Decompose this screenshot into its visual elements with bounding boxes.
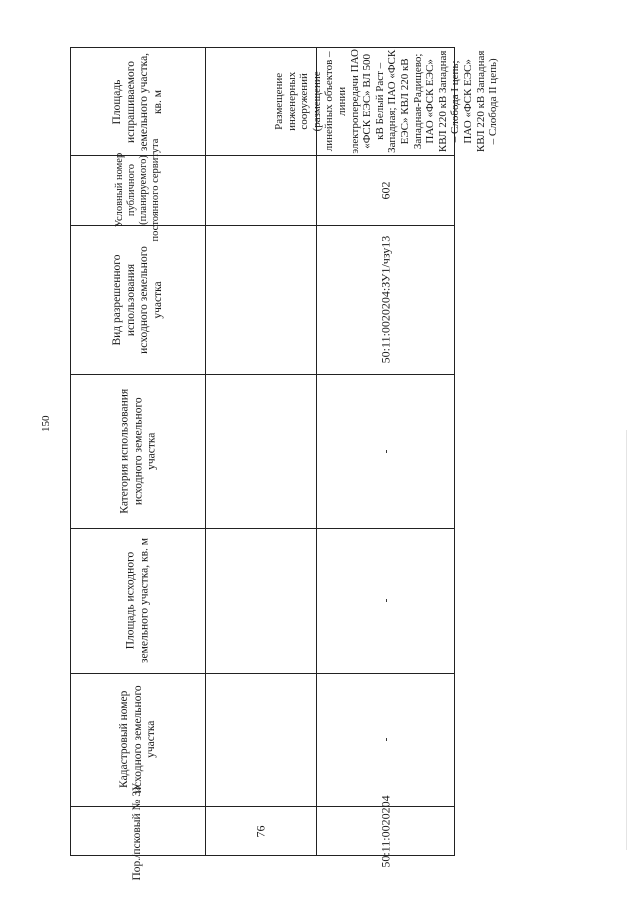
header-source-area: Площадь исходного земельного участка, кв. м (124, 537, 150, 664)
servitude-id-value: 50:11:0020204:ЗУ1/чзу13 (378, 235, 393, 364)
purpose-line: (размещение (310, 71, 323, 132)
purpose-line: КВЛ 220 кВ Западная (436, 50, 449, 153)
category-value: - (378, 598, 393, 603)
header-category: Категория использования исходного земельного участка (117, 388, 157, 514)
row-number: 76 (253, 825, 267, 838)
cadastral-cell (316, 795, 456, 868)
area-value: 602 (378, 181, 393, 199)
header-divider (205, 48, 206, 855)
category-cell (316, 528, 456, 673)
purpose-line: «ФСК ЕЭС» ВЛ 500 (360, 54, 373, 149)
purpose-line: Западная; ПАО «ФСК (385, 49, 398, 154)
header-number: Пор./псковый № ЗУ (131, 782, 144, 881)
header-cell-servitude-id (71, 138, 205, 242)
header-use-kind: Вид разрешенного использования исходного земельного участка (111, 245, 164, 354)
servitude-id-cell (316, 225, 456, 374)
header-area: Площадь испрашиваемого земельного участка, кв. м (111, 52, 164, 151)
purpose-line: КВЛ 220 кВ Западная (474, 50, 487, 153)
purpose-line: сооружений (297, 73, 310, 130)
header-cell-area (71, 48, 205, 155)
purpose-line: кВ Белый Раст – (373, 62, 386, 141)
source-area-value: - (378, 737, 393, 742)
purpose-line: ПАО «ФСК ЕЭС» (461, 59, 474, 144)
use-kind-cell (316, 374, 456, 528)
purpose-line: инженерных (285, 71, 298, 132)
source-area-cell (316, 673, 456, 806)
header-servitude-id: Условный номер публичного (планируемого) постоянного сервитута (114, 138, 161, 242)
use-kind-value: - (378, 449, 393, 453)
scan-artifact (626, 430, 627, 850)
purpose-line: – Слобода I цепь; (448, 60, 461, 143)
purpose-line: Размещение (272, 72, 285, 131)
cadastral-number: 50:11:0020204 (378, 795, 393, 868)
purpose-line: электропередачи ПАО (348, 49, 361, 154)
area-cell (316, 155, 456, 225)
purpose-line: – Слобода II цепь) (486, 58, 499, 145)
header-cell-source-area (71, 528, 205, 673)
purpose-line: ПАО «ФСК ЕЭС» (423, 59, 436, 144)
purpose-line: линии (335, 86, 348, 117)
row-number-cell (205, 806, 316, 857)
servitude-table (70, 47, 499, 881)
purpose-cell (272, 48, 499, 155)
purpose-line: Западная-Радищево; (411, 53, 424, 150)
header-cell-cadastral (71, 673, 205, 806)
header-cadastral: Кадастровый номер исходного земельного участка (117, 685, 157, 794)
purpose-line: линейных объектов – (323, 51, 336, 152)
header-cell-category (71, 374, 205, 528)
header-cell-number (71, 782, 205, 881)
purpose-line: ЕЭС» КВЛ 220 кВ (398, 58, 411, 145)
purpose-text (273, 49, 500, 154)
page-number: 150 (40, 415, 52, 432)
